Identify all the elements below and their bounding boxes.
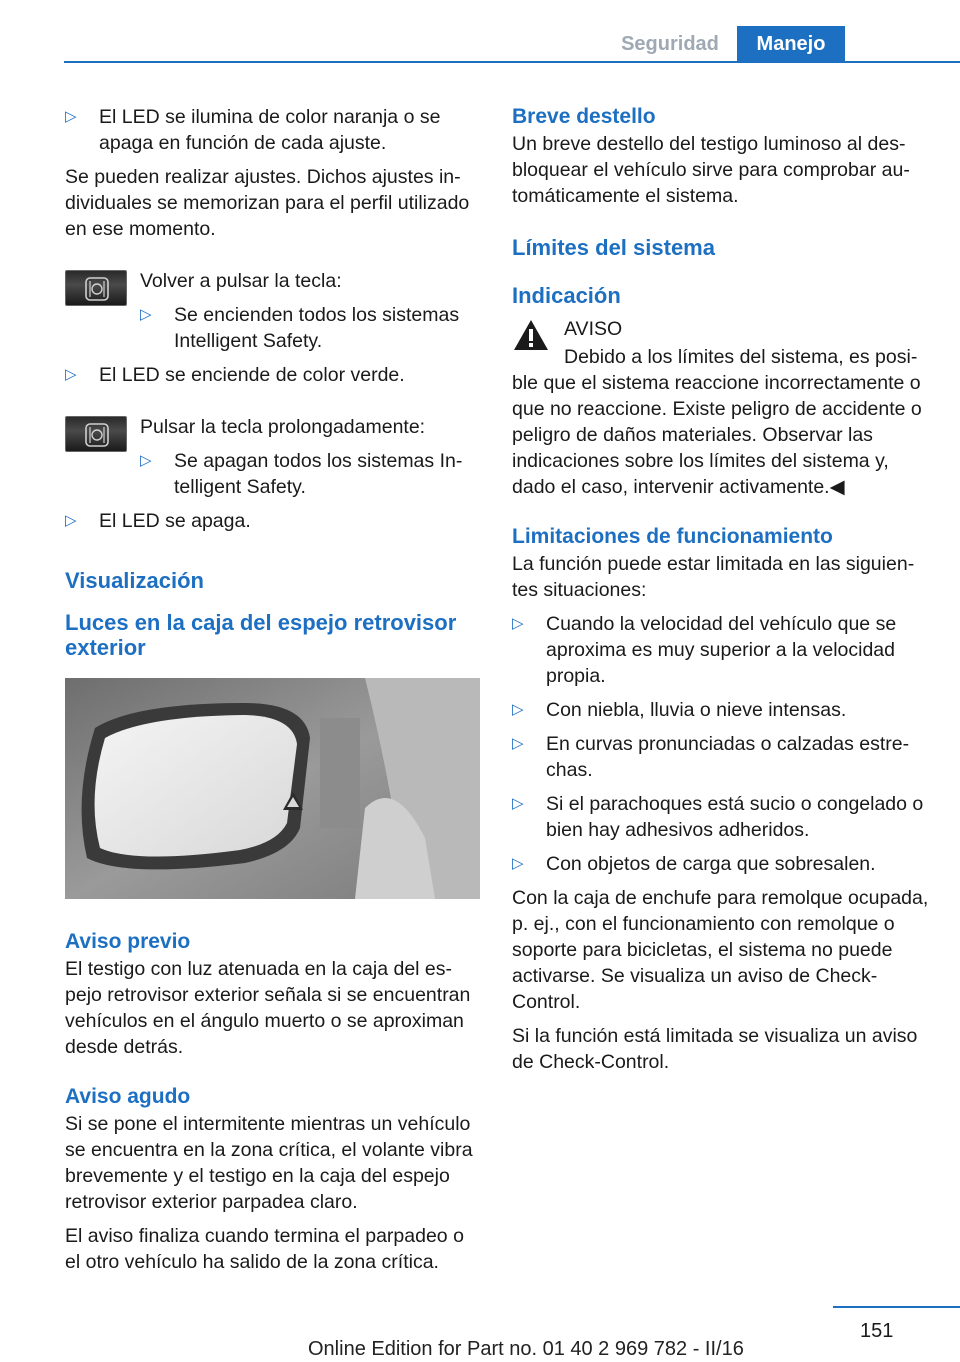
subsection-heading: Aviso agudo [65,1085,191,1108]
paragraph: El aviso finaliza cuando termina el parpadeo o el otro vehículo ha salido de la zona crítica. [65,1225,464,1273]
page-header [0,0,960,62]
paragraph: El testigo con luz atenuada en la caja del espejo retrovisor exterior señala si se encuentran vehículos en el ángulo muerto o se aproximan desde detrás. [65,958,471,1058]
warning-triangle-icon [512,318,550,352]
section-heading: Límites del sistema [512,235,715,260]
page-number: 151 [860,1320,894,1342]
mirror-photo [65,678,480,899]
list-item: ▷ Cuando la velocidad del vehículo que se aproxima es muy superior a la velocidad propia. [512,613,897,687]
triangle-right-icon: ▷ [512,701,524,718]
tab-seguridad[interactable]: Seguridad [621,33,719,55]
triangle-right-icon: ▷ [512,795,524,812]
subsection-heading: Limitaciones de funcionamiento [512,525,833,548]
key-instruction: Pulsar la tecla prolongadamente: ▷ Se apagan todos los sistemas Intelligent Safety. [65,414,480,500]
subsection-heading: Luces en la caja del espejo retrovisor exterior [65,610,457,660]
warning-text: Debido a los límites del sistema, es posible que el sistema reaccione incorrectamente o que no reaccione. Existe peligro de accidente o peligro de daños materiales. Observar las indicaciones sobre los límites del sistema y, dado el caso, intervenir activamente.◀ [512,346,922,498]
paragraph: Si la función está limitada se visualiza un aviso de Check-Control. [512,1025,918,1073]
paragraph: Con la caja de enchufe para remolque ocupada, p. ej., con el funcionamiento con remolque o soporte para bicicletas, el sistema no puede activarse. Se visualiza un aviso de Check-Control. [512,887,929,1013]
edition-note: Online Edition for Part no. 01 40 2 969 782 - II/16 [308,1338,744,1360]
list-item: ▷ Se apagan todos los sistemas Intelligent Safety. [140,450,463,498]
key-instruction: Volver a pulsar la tecla: ▷ Se encienden todos los sistemas Intelligent Safety. [65,268,480,354]
triangle-right-icon: ▷ [140,452,152,469]
triangle-right-icon: ▷ [512,615,524,632]
tab-manejo[interactable]: Manejo [737,26,845,62]
subsection-heading: Aviso previo [65,930,191,953]
paragraph: Si se pone el intermitente mientras un vehículo se encuentra en la zona crítica, el volante vibra brevemente y el testigo en la caja del espejo retrovisor exterior parpadea claro. [65,1113,473,1213]
list-item: ▷ El LED se enciende de color verde. [65,364,405,386]
list-item: ▷ El LED se ilumina de color naranja o se apaga en función de cada ajuste. [65,106,441,154]
triangle-right-icon: ▷ [512,735,524,752]
warning-box [512,316,930,342]
triangle-right-icon: ▷ [65,366,77,383]
lane-assist-button-icon [65,270,127,306]
footer-divider [833,1306,960,1308]
subsection-heading: Breve destello [512,105,656,128]
list-item: ▷ Con objetos de carga que sobresalen. [512,853,876,875]
paragraph: Un breve destello del testigo luminoso al desbloquear el vehículo sirve para comprobar automáticamente el sistema. [512,133,910,207]
warning-title: AVISO [564,318,623,340]
triangle-right-icon: ▷ [512,855,524,872]
triangle-right-icon: ▷ [65,512,77,529]
right-column [512,104,930,1083]
subsection-heading: Indicación [512,283,621,308]
paragraph: La función puede estar limitada en las siguientes situaciones: [512,553,915,601]
paragraph: Se pueden realizar ajustes. Dichos ajustes individuales se memorizan para el perfil utilizado en ese momento. [65,166,470,240]
list-item: ▷ Con niebla, lluvia o nieve intensas. [512,699,847,721]
section-heading: Visualización [65,568,204,593]
left-column [65,104,480,1283]
list-item: ▷ El LED se apaga. [65,510,251,532]
list-item: ▷ Se encienden todos los sistemas Intelligent Safety. [140,304,460,352]
header-divider [64,61,960,63]
triangle-right-icon: ▷ [140,306,152,323]
lane-assist-button-icon [65,416,127,452]
triangle-right-icon: ▷ [65,108,77,125]
list-item: ▷ En curvas pronunciadas o calzadas estrechas. [512,733,910,781]
list-item: ▷ Si el parachoques está sucio o congelado o bien hay adhesivos adheridos. [512,793,924,841]
